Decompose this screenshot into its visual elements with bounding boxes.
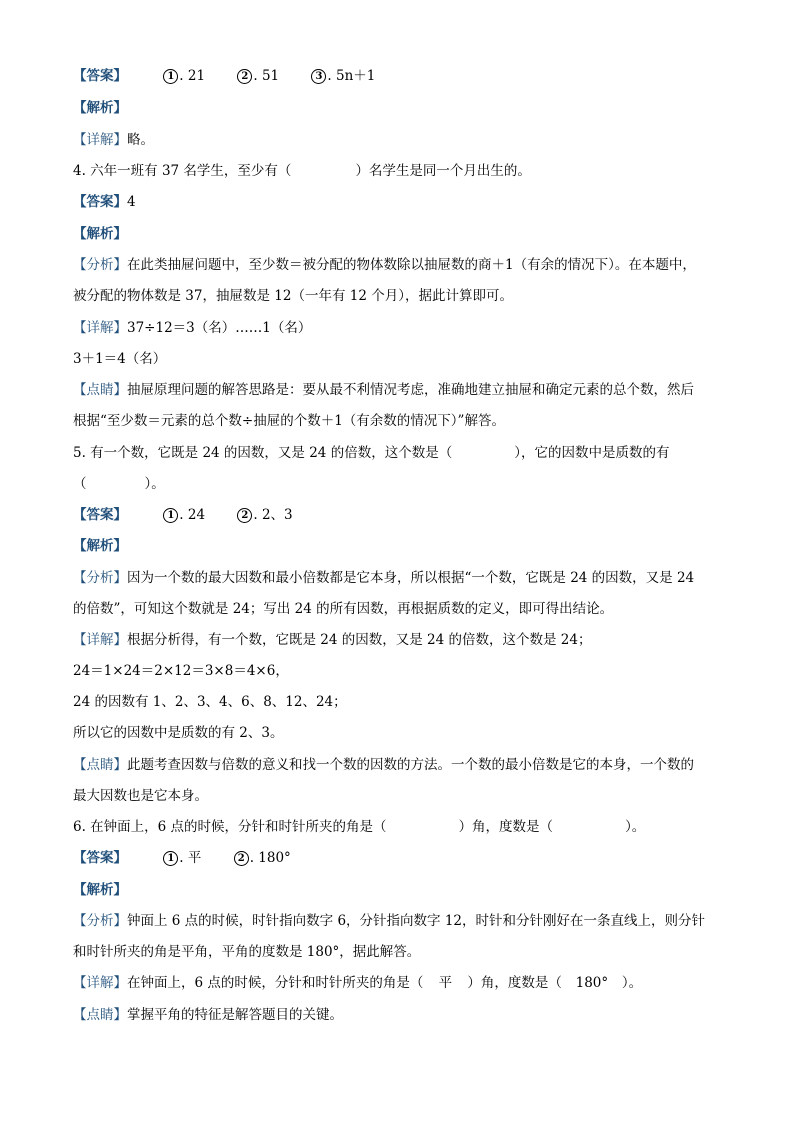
circled-number: 3 <box>311 69 326 84</box>
answer-tag: 【答案】 <box>73 850 127 866</box>
answer-text: . 5n＋1 <box>327 68 376 84</box>
q4-dianjing-text: 根据“至少数＝元素的总个数÷抽屉的个数＋1（有余数的情况下）”解答。 <box>73 413 505 429</box>
q4-detail-line-2 <box>73 349 723 369</box>
q5-detail-text: 24＝1×24＝2×12＝3×8＝4×6， <box>73 663 289 679</box>
answer-tag: 【答案】 <box>73 507 127 523</box>
q3-answer-1 <box>163 66 205 86</box>
circled-number: 1 <box>163 69 178 84</box>
analysis-tag: 【解析】 <box>73 226 127 242</box>
q5-fenxi-text: 因为一个数的最大因数和最小倍数都是它本身，所以根据“一个数，它既是 24 的因数，又是 24 <box>127 570 695 586</box>
q5-detail-line-1 <box>73 630 723 650</box>
q6-detail-text: 在钟面上，6 点的时候，分针和时针所夹的角是（ <box>127 975 424 991</box>
q4-fenxi-line-2 <box>73 286 723 306</box>
q6-analysis-line <box>73 880 723 900</box>
analysis-tag: 【解析】 <box>73 882 127 898</box>
q5-stem-part: 5. 有一个数，它既是 24 的因数，又是 24 的倍数，这个数是（ <box>73 445 453 461</box>
q3-detail-text: 略。 <box>127 132 154 148</box>
q6-stem-part: ）角，度数是（ <box>458 819 554 835</box>
q5-detail-text: 24 的因数有 1、2、3、4、6、8、12、24； <box>73 694 347 710</box>
q4-stem-part: ）名学生是同一个月出生的。 <box>355 163 531 179</box>
q3-answer-3 <box>311 66 375 86</box>
answer-text: . 24 <box>179 507 206 523</box>
q4-dianjing-line-2 <box>73 411 723 431</box>
q5-dianjing-text: 此题考查因数与倍数的意义和找一个数的因数的方法。一个数的最小倍数是它的本身，一个数的 <box>127 757 694 773</box>
answer-text: . 平 <box>179 850 202 866</box>
fenxi-tag: 【分析】 <box>73 570 127 586</box>
q6-detail-text: ）角，度数是（ <box>467 975 562 991</box>
q4-stem-part: 4. 六年一班有 37 名学生，至少有（ <box>73 163 292 179</box>
circled-number: 1 <box>163 851 178 866</box>
q5-stem-part: ）。 <box>144 476 165 492</box>
dianjing-tag: 【点睛】 <box>73 382 127 398</box>
filled-blank: 平 <box>438 975 453 991</box>
q4-detail-text: 3＋1＝4（名） <box>73 351 167 367</box>
q6-stem-part: 6. 在钟面上，6 点的时候，分针和时针所夹的角是（ <box>73 819 387 835</box>
circled-number: 2 <box>237 69 252 84</box>
q6-fenxi-text: 钟面上 6 点的时候，时针指向数字 6，分针指向数字 12，时针和分针刚好在一条直线上，则分针 <box>127 913 706 929</box>
answer-text: . 180° <box>249 850 291 866</box>
q4-answer: 4 <box>127 194 136 210</box>
q5-fenxi-text: 的倍数”，可知这个数就是 24；写出 24 的所有因数，再根据质数的定义，即可得出结论。 <box>73 601 614 617</box>
q4-fenxi-text: 在此类抽屉问题中，至少数＝被分配的物体数除以抽屉数的商＋1（有余的情况下）。在本题中， <box>127 257 696 273</box>
q4-fenxi-line-1 <box>73 255 723 275</box>
q6-dianjing-text: 掌握平角的特征是解答题目的关键。 <box>127 1007 343 1023</box>
q5-dianjing-text: 最大因数也是它本身。 <box>73 788 208 804</box>
circled-number: 2 <box>234 851 249 866</box>
q5-detail-text: 根据分析得，有一个数，它既是 24 的因数，又是 24 的倍数，这个数是 24； <box>127 632 592 648</box>
q4-analysis-line <box>73 224 723 244</box>
q5-stem-part: ），它的因数中是质数的有 <box>514 445 670 461</box>
q4-dianjing-line-1 <box>73 380 723 400</box>
q6-fenxi-text: 和时针所夹的角是平角，平角的度数是 180°，据此解答。 <box>73 944 421 960</box>
q5-fenxi-line-1 <box>73 568 723 588</box>
q6-stem-part: ）。 <box>625 819 646 835</box>
answer-text: . 51 <box>253 68 280 84</box>
filled-blank: 180° <box>575 975 609 991</box>
q5-fenxi-line-2 <box>73 599 723 619</box>
q5-stem-part: （ <box>73 476 87 492</box>
q5-detail-line-3 <box>73 692 723 712</box>
answer-text: . 2、3 <box>253 507 293 523</box>
q5-stem-line-2 <box>73 474 723 494</box>
q3-answer-2 <box>237 66 279 86</box>
detail-tag: 【详解】 <box>73 975 127 991</box>
circled-number: 1 <box>163 508 178 523</box>
dianjing-tag: 【点睛】 <box>73 1007 127 1023</box>
q6-dianjing-line <box>73 1005 723 1025</box>
fenxi-tag: 【分析】 <box>73 913 127 929</box>
q5-stem-line-1 <box>73 443 723 463</box>
q5-detail-line-2 <box>73 661 723 681</box>
answer-tag: 【答案】 <box>73 194 127 210</box>
q3-analysis-line <box>73 98 723 118</box>
q4-dianjing-text: 抽屉原理问题的解答思路是：要从最不利情况考虑，准确地建立抽屉和确定元素的总个数，然后 <box>127 382 694 398</box>
q4-stem <box>73 161 723 181</box>
q4-detail-text: 37÷12＝3（名）……1（名） <box>127 320 312 336</box>
q3-answer-line <box>73 66 723 86</box>
detail-tag: 【详解】 <box>73 320 127 336</box>
q5-answer-line <box>73 505 723 525</box>
analysis-tag: 【解析】 <box>73 100 127 116</box>
q5-answer-2 <box>237 505 292 525</box>
dianjing-tag: 【点睛】 <box>73 757 127 773</box>
q5-analysis-line <box>73 536 723 556</box>
q5-dianjing-line-1 <box>73 755 723 775</box>
q5-answer-1 <box>163 505 205 525</box>
q6-answer-line <box>73 848 723 868</box>
q5-detail-text: 所以它的因数中是质数的有 2、3。 <box>73 725 284 741</box>
q4-answer-line <box>73 192 723 212</box>
q4-detail-line-1 <box>73 318 723 338</box>
q4-fenxi-text: 被分配的物体数是 37，抽屉数是 12（一年有 12 个月），据此计算即可。 <box>73 288 513 304</box>
q6-answer-1 <box>163 848 201 868</box>
q6-detail-line <box>73 973 723 993</box>
q6-fenxi-line-2 <box>73 942 723 962</box>
answer-tag: 【答案】 <box>73 68 127 84</box>
q5-dianjing-line-2 <box>73 786 723 806</box>
q6-answer-2 <box>234 848 291 868</box>
q3-detail-line <box>73 130 723 150</box>
analysis-tag: 【解析】 <box>73 538 127 554</box>
q6-fenxi-line-1 <box>73 911 723 931</box>
answer-text: . 21 <box>179 68 206 84</box>
detail-tag: 【详解】 <box>73 632 127 648</box>
q5-detail-line-4 <box>73 723 723 743</box>
circled-number: 2 <box>237 508 252 523</box>
q6-stem <box>73 817 723 837</box>
fenxi-tag: 【分析】 <box>73 257 127 273</box>
detail-tag: 【详解】 <box>73 132 127 148</box>
q6-detail-text: ）。 <box>621 975 643 991</box>
